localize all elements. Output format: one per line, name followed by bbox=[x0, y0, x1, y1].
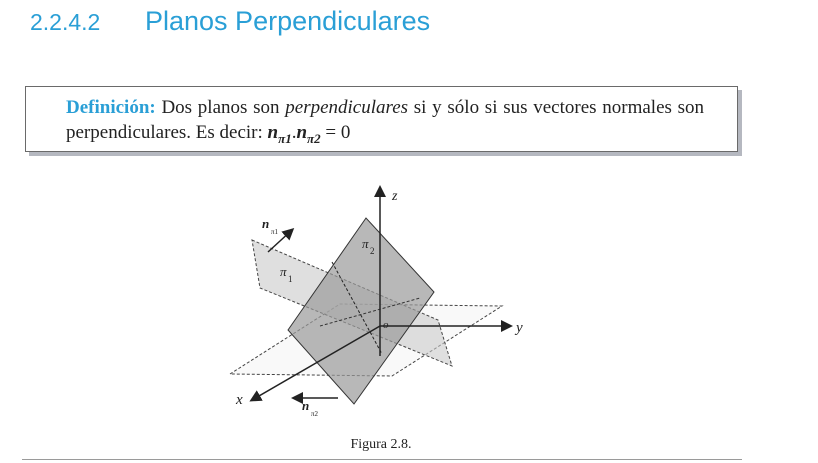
label-n-pi1-index: π1 bbox=[271, 228, 279, 236]
formula-sub2: π2 bbox=[307, 130, 321, 146]
formula-n1: n bbox=[267, 122, 279, 143]
bottom-rule bbox=[22, 459, 742, 460]
figure-caption: Figura 2.8. bbox=[350, 437, 412, 452]
label-n-pi2-index: π2 bbox=[311, 410, 319, 418]
formula-n2: n bbox=[296, 122, 308, 143]
plane-pi2 bbox=[288, 218, 434, 404]
definition-label: Definición: bbox=[66, 97, 156, 118]
formula-dot: . bbox=[291, 122, 297, 143]
definition-text bbox=[66, 95, 704, 151]
label-z: z bbox=[392, 189, 398, 204]
label-pi2-index: 2 bbox=[370, 246, 375, 256]
section-title: Planos Perpendiculares bbox=[145, 6, 431, 36]
definition-formula bbox=[267, 122, 321, 146]
perpendicular-planes-figure bbox=[220, 178, 550, 426]
label-origin: o bbox=[383, 319, 389, 331]
label-pi2: π bbox=[362, 236, 369, 251]
formula-sub1: π1 bbox=[278, 130, 292, 146]
definition-text-after: si y sólo si sus vectores normales son perpendiculares. Es decir: bbox=[66, 97, 705, 143]
formula-rhs: = 0 bbox=[320, 122, 351, 143]
label-x: x bbox=[236, 392, 243, 408]
label-n-pi1: n bbox=[262, 216, 270, 231]
label-y: y bbox=[516, 320, 523, 336]
definition-box bbox=[25, 86, 738, 152]
label-n-pi2: n bbox=[302, 398, 310, 413]
definition-text-before: Dos planos son bbox=[161, 97, 280, 118]
label-pi1-index: 1 bbox=[288, 274, 293, 284]
label-pi1: π bbox=[280, 264, 287, 279]
section-heading bbox=[30, 6, 430, 46]
definition-emphasis: perpendiculares bbox=[285, 97, 409, 118]
section-number: 2.2.4.2 bbox=[30, 9, 101, 35]
